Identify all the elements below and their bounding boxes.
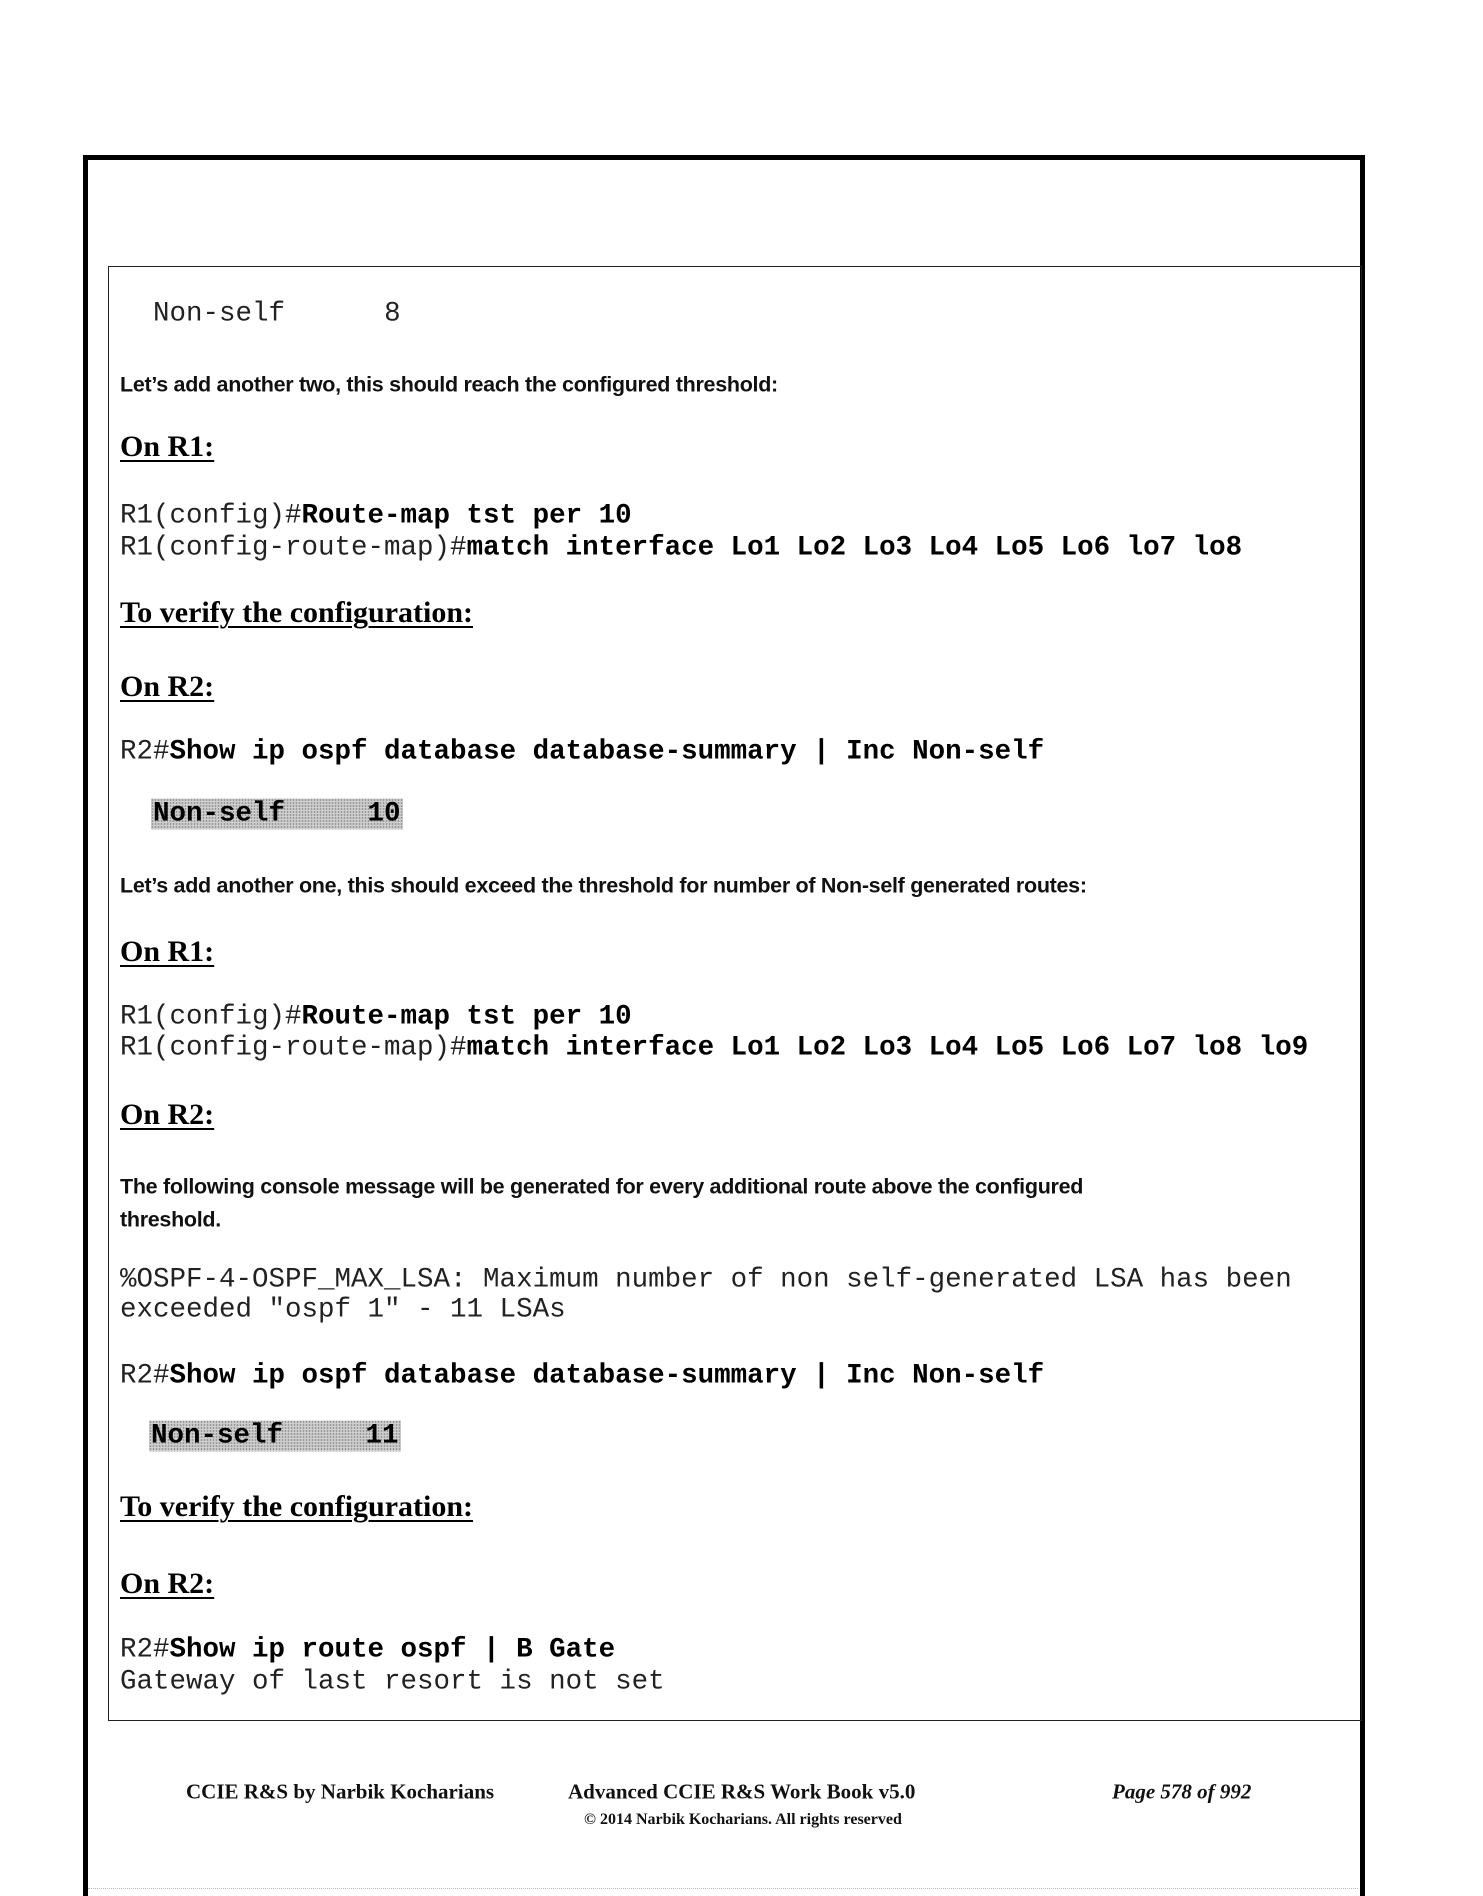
cli-line bbox=[120, 1361, 1044, 1392]
nonself-output-10 bbox=[151, 799, 403, 830]
nonself-value: 10 bbox=[367, 798, 401, 830]
console-note: threshold. bbox=[120, 1207, 221, 1232]
nonself-value: 8 bbox=[384, 298, 401, 330]
nonself-output-8 bbox=[120, 299, 401, 330]
cli-line bbox=[120, 1002, 632, 1033]
nonself-label: Non-self bbox=[153, 298, 286, 330]
console-message: exceeded "ospf 1" - 11 LSAs bbox=[120, 1294, 566, 1326]
cli-command: Show ip route ospf | B Gate bbox=[169, 1634, 616, 1666]
footer-author: CCIE R&S by Narbik Kocharians bbox=[186, 1779, 495, 1804]
cli-command: Route-map tst per 10 bbox=[301, 1001, 632, 1033]
cli-line bbox=[120, 1635, 615, 1666]
cli-prompt: R1(config)# bbox=[120, 1001, 302, 1033]
cli-command: Show ip ospf database database-summary | Inc Non-self bbox=[169, 736, 1045, 768]
heading-on-r2: On R2: bbox=[120, 1098, 215, 1131]
cli-prompt: R2# bbox=[120, 736, 170, 768]
heading-on-r1: On R1: bbox=[120, 430, 215, 463]
cli-prompt: R1(config-route-map)# bbox=[120, 1032, 467, 1064]
nonself-value: 11 bbox=[365, 1420, 399, 1452]
cli-prompt: R2# bbox=[120, 1634, 170, 1666]
cli-line bbox=[120, 501, 632, 532]
cli-prompt: R1(config)# bbox=[120, 500, 302, 532]
nonself-label: Non-self bbox=[151, 1420, 284, 1452]
heading-on-r2: On R2: bbox=[120, 1567, 215, 1600]
heading-on-r1: On R1: bbox=[120, 935, 215, 968]
scan-artifact-line bbox=[88, 1888, 1358, 1889]
cli-command: Show ip ospf database database-summary | Inc Non-self bbox=[169, 1360, 1045, 1392]
heading-verify: To verify the configuration: bbox=[120, 596, 474, 629]
heading-verify: To verify the configuration: bbox=[120, 1490, 474, 1523]
intro-add-two: Let’s add another two, this should reach the configured threshold: bbox=[120, 372, 778, 397]
cli-command: match interface Lo1 Lo2 Lo3 Lo4 Lo5 Lo6 Lo7 lo8 lo9 bbox=[466, 1032, 1309, 1064]
cli-line bbox=[120, 1033, 1308, 1064]
cli-line bbox=[120, 737, 1044, 768]
cli-command: match interface Lo1 Lo2 Lo3 Lo4 Lo5 Lo6 lo7 lo8 bbox=[466, 532, 1243, 564]
heading-on-r2: On R2: bbox=[120, 670, 215, 703]
cli-prompt: R2# bbox=[120, 1360, 170, 1392]
cli-output: Gateway of last resort is not set bbox=[120, 1666, 665, 1698]
nonself-label: Non-self bbox=[153, 798, 286, 830]
console-note: The following console message will be generated for every additional route above the configured bbox=[120, 1174, 1084, 1199]
cli-command: Route-map tst per 10 bbox=[301, 500, 632, 532]
footer-page-number: Page 578 of 992 bbox=[1112, 1779, 1252, 1804]
cli-prompt: R1(config-route-map)# bbox=[120, 532, 467, 564]
console-message: %OSPF-4-OSPF_MAX_LSA: Maximum number of non self-generated LSA has been bbox=[120, 1264, 1292, 1296]
footer-book-title: Advanced CCIE R&S Work Book v5.0 bbox=[568, 1779, 916, 1804]
nonself-output-11 bbox=[149, 1421, 401, 1452]
footer-copyright: © 2014 Narbik Kocharians. All rights reserved bbox=[584, 1811, 902, 1828]
cli-line bbox=[120, 533, 1242, 564]
intro-add-one: Let’s add another one, this should exceed the threshold for number of Non-self generated routes: bbox=[120, 873, 1087, 898]
